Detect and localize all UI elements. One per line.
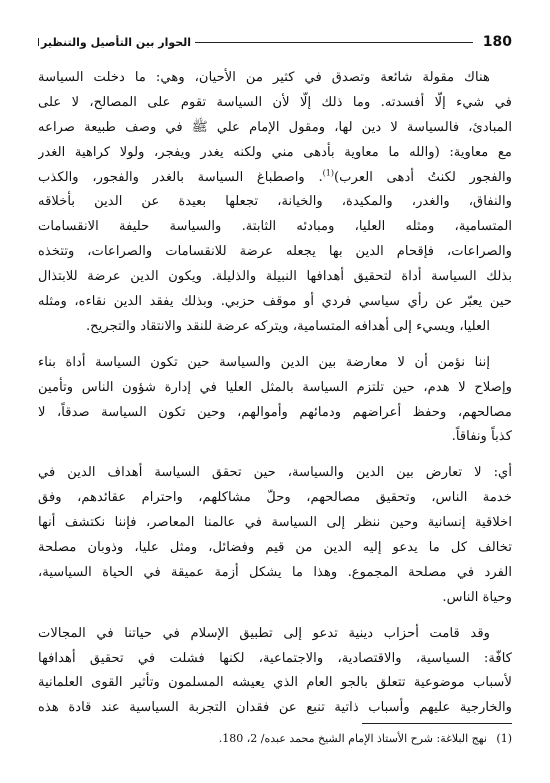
text-line: خدمة الناس، وتحقيق مصالحهم، وحلّ مشاكلهم، واحترام عقائدهم، وفق [38,490,512,506]
paragraph-3 [38,461,512,610]
text-line: والنفاق، والغدر، والمكيدة، والخيانة، تجعلها بعيدة عن الدين بأخلاقه [38,194,512,210]
text-line: وحياة الناس. [442,589,512,605]
text-line: كافّة: السياسية، والاقتصادية، والاجتماعية، لكنها فشلت في تحقيق أهدافها [38,650,512,666]
text-line: في شيء إلّا أفسدته. وما ذلك إلّا لأن السياسة تقوم على المصالح، لا على [38,94,512,110]
paragraph-2 [38,351,512,451]
text-line: أي: لا تعارض بين الدين والسياسة، حين تحقق السياسة أهداف الدين في [38,465,512,481]
header-rule [195,42,473,43]
paragraph-gap [38,450,512,461]
footnote-text: نهج البلاغة: شرح الأستاذ الإمام الشيخ محمد عبده/ 2، 180. [218,732,487,745]
paragraph-gap [38,340,512,351]
footnote-separator [362,723,512,724]
text-line: وقد قامت أحزاب دينية تدعو إلى تطبيق الإسلام في حياتنا في المجالات [38,625,490,641]
text-line: المبادئ، فالسياسة لا دين لها، ومقول الإمام علي ﷺ في وصف طبيعة صراعه [38,119,512,135]
header-rule-tick [38,38,39,46]
body-text [38,66,512,721]
text-fragment: والفجور لكنتُ أدهى العرب) [334,169,512,185]
text-line: مصالحهم، وحفظ أعراضهم ودمائهم وأموالهم، وحين تكون السياسة صدقاً، لا [38,404,512,420]
text-line: لأسباب موضوعية تتعلق بالجو العام الذي يعيشه المسلمون وتأثير القوى العلمانية [38,675,512,691]
text-line: الفرد في مصلحة المجموع. وهذا ما يشكل أزمة عميقة في الحياة السياسية، [38,564,512,580]
paragraph-4 [38,622,512,722]
text-line: كذباً ونفاقاً. [451,429,512,445]
text-line-with-footnote [38,166,512,191]
text-fragment: . واصطباغ السياسة بالغدر والفجور، والكذب [38,169,323,185]
running-header [38,32,512,52]
text-line: اخلاقية إنسانية وحين ننظر إلى السياسة في عالمنا المعاصر، فإننا نكتشف أنها [38,515,512,531]
paragraph-1 [38,66,512,340]
text-line: والخارجية عليهم وأسباب ذاتية تنبع عن فقدان التجربة السياسية عند قادة هذه [38,700,512,716]
text-line: بذلك السياسة أداة لتحقيق أهدافها النبيلة والذليلة. ويكون الدين عرضة للابتذال [38,269,512,285]
text-line: مع معاوية: (والله ما معاوية بأدهى مني ولكنه يغدر ويفجر، ولولا كراهية الغدر [38,144,512,160]
page-number: 180 [482,34,512,50]
paragraph-gap [38,611,512,622]
text-line: وإصلاح لا هدم، حين تلتزم السياسة بالمثل العليا في إدارة شؤون الناس وتأمين [38,379,512,395]
running-title: الحوار بين التأصيل والتنظير [41,35,192,49]
text-line: المتسامية، ومثله العليا، ومبادئه الثابتة. والسياسة حليفة الانقسامات [38,219,512,235]
text-line: والصراعات، فإقحام الدين بها يجعله عرضة للانقسامات والصراعات، وتتخذه [38,244,512,260]
text-line: حين يعبّر عن رأي سياسي فردي أو موقف حزبي. وبذلك يفقد الدين نقاءه، ومثله [38,294,512,310]
text-line: هناك مقولة شائعة وتصدق في كثير من الأحيان، وهي: ما دخلت السياسة [38,70,490,85]
text-line: إننا نؤمن أن لا معارضة بين الدين والسياسة حين تكون السياسة أداة بناء [38,354,490,370]
footnote-number: (1) [496,732,512,745]
footnote [38,730,512,748]
footnote-marker[interactable]: (1) [322,168,334,178]
text-line: العليا، ويسيء إلى أهدافه المتسامية، ويتركه عرضة للنقد والانتقاد والتجريح. [85,318,490,334]
text-line: تخالف كل ما يدعو إليه الدين من قيم وفضائل، ومثل عليا، وذوبان مصلحة [38,540,512,556]
